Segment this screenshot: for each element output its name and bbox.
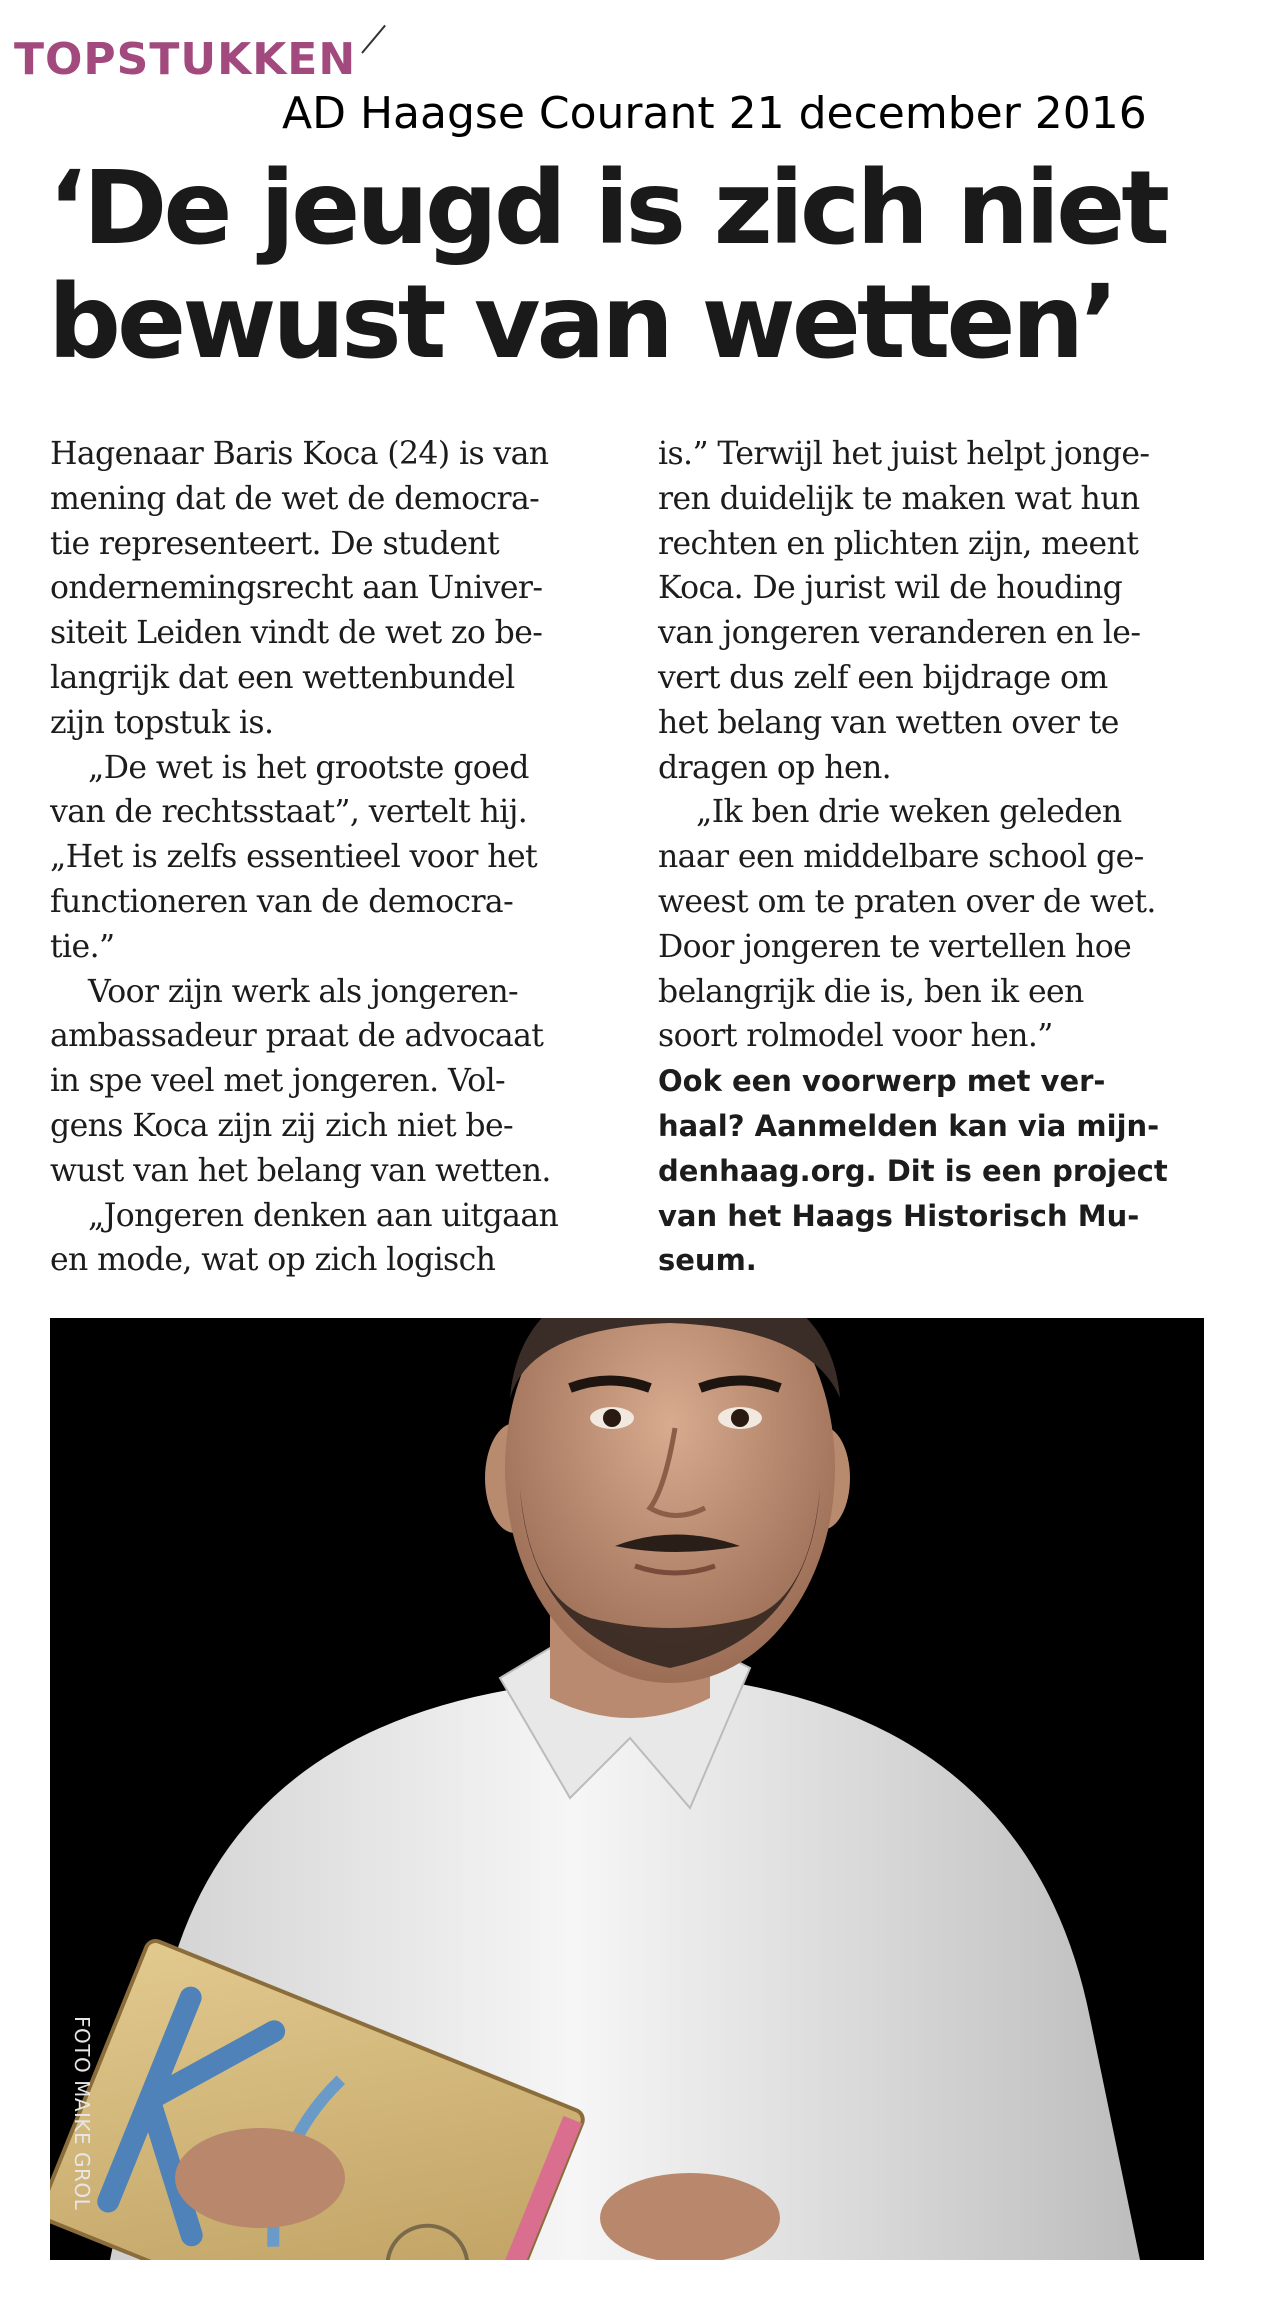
text-line: Koca. De jurist wil de houding: [658, 570, 1123, 607]
text-line: is.” Terwijl het juist helpt jonge-: [658, 436, 1150, 472]
text-line: van jongeren veranderen en le-: [658, 615, 1141, 652]
text-line: tie.”: [50, 928, 115, 965]
text-line: van het Haags Historisch Mu-: [658, 1198, 1140, 1233]
separator-slash: [361, 25, 386, 54]
text-line: mening dat de wet de democra-: [50, 480, 540, 517]
text-line: naar een middelbare school ge-: [658, 839, 1144, 876]
text-line: wust van het belang van wetten.: [50, 1152, 551, 1189]
text-line: ren duidelijk te maken wat hun: [658, 480, 1140, 517]
text-line: weest om te praten over de wet.: [658, 883, 1156, 920]
text-line: soort rolmodel voor hen.”: [658, 1018, 1053, 1055]
photo-credit: FOTO MAIKE GROL: [70, 2016, 94, 2211]
text-line: belangrijk die is, ben ik een: [658, 973, 1084, 1010]
text-line: Hagenaar Baris Koca (24) is van: [50, 436, 549, 472]
text-line: „Het is zelfs essentieel voor het: [50, 839, 538, 876]
text-line: denhaag.org. Dit is een project: [658, 1153, 1168, 1188]
text-line: in spe veel met jongeren. Vol-: [50, 1063, 506, 1100]
text-line: ambassadeur praat de advocaat: [50, 1018, 544, 1055]
text-line: vert dus zelf een bijdrage om: [658, 659, 1108, 696]
text-line: rechten en plichten zijn, meent: [658, 525, 1139, 562]
text-line: siteit Leiden vindt de wet zo be-: [50, 615, 543, 652]
headline-line-1: ‘De jeugd is zich niet: [48, 149, 1167, 268]
text-line: langrijk dat een wettenbundel: [50, 659, 515, 696]
text-line: het belang van wetten over te: [658, 704, 1119, 741]
text-line: gens Koca zijn zij zich niet be-: [50, 1107, 514, 1144]
text-line: ondernemingsrecht aan Univer-: [50, 570, 543, 607]
portrait-photo: [50, 1318, 1204, 2260]
portrait-illustration: [50, 1318, 1204, 2260]
source-line: AD Haagse Courant 21 december 2016: [282, 88, 1147, 139]
text-line: Voor zijn werk als jongeren-: [88, 973, 519, 1010]
text-line: en mode, wat op zich logisch: [50, 1242, 496, 1279]
text-line: zijn topstuk is.: [50, 704, 274, 741]
text-line: „Ik ben drie weken geleden: [696, 794, 1122, 831]
text-line: van de rechtsstaat”, vertelt hij.: [50, 794, 528, 831]
headline-line-2: bewust van wetten’: [48, 263, 1115, 382]
text-line: dragen op hen.: [658, 749, 892, 786]
text-line: functioneren van de democra-: [50, 883, 514, 920]
headline: [48, 149, 1248, 382]
section-label: TOPSTUKKEN: [14, 34, 357, 85]
text-line: Ook een voorwerp met ver-: [658, 1064, 1106, 1099]
text-line: Door jongeren te vertellen hoe: [658, 928, 1132, 965]
text-line: „De wet is het grootste goed: [88, 749, 529, 786]
article-column-left: [50, 432, 615, 1283]
text-line: seum.: [658, 1243, 757, 1278]
text-line: tie representeert. De student: [50, 525, 500, 562]
text-line: haal? Aanmelden kan via mijn-: [658, 1108, 1160, 1143]
article-column-right: [658, 432, 1223, 1283]
text-line: „Jongeren denken aan uitgaan: [88, 1197, 559, 1234]
